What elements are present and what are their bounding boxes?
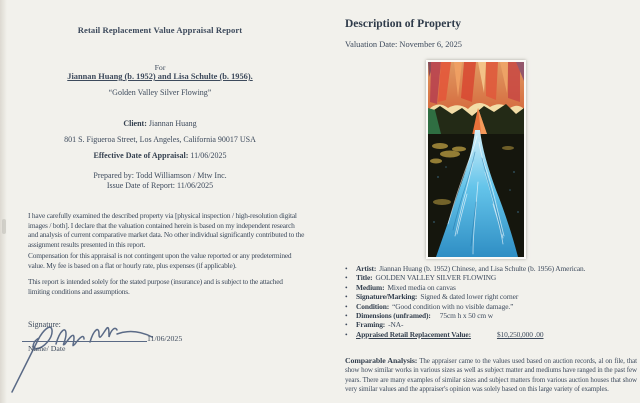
report-title: Retail Replacement Value Appraisal Report [77,25,243,35]
for-label: For [154,63,166,72]
scan-smudge [2,219,6,234]
bullet-icon: • [345,273,348,283]
comparable-analysis-label: Comparable Analysis: [345,356,418,365]
detail-value: GOLDEN VALLEY SILVER FLOWING [375,273,497,283]
detail-row-title [345,273,635,282]
bullet-icon: • [345,292,348,302]
bullet-icon: • [345,301,348,311]
client-address: 801 S. Figueroa Street, Los Angeles, California 90017 USA [64,135,256,144]
detail-value: Mixed media on canvas [387,282,456,292]
effective-date-line [0,151,320,160]
bullet-icon: • [345,264,348,273]
detail-row-appraised-value [345,330,635,339]
prepared-by-line: Prepared by: Todd Williamson / Mtw Inc. [93,171,227,180]
bullet-icon: • [345,320,348,330]
effective-date-value: 11/06/2025 [190,151,227,160]
client-label: Client: [123,119,147,128]
certification-paragraph: I have carefully examined the described property via [physical inspection / high-resolution digital images / both]. I declare that the valuation contained herein is based on my independent research and analysis of current comparative market data. No other individual significantly contributed to the assignment results presented in this report. [28,211,305,249]
detail-value: Jiannan Huang (b. 1952) Chinese, and Lisa Schulte (b. 1956) American. [379,264,586,273]
detail-label: Appraised Retail Replacement Value: [356,329,471,339]
valuation-date-line: Valuation Date: November 6, 2025 [345,40,462,49]
detail-label: Framing: [356,320,386,330]
detail-label: Condition: [356,301,390,311]
detail-value: 75cm h x 50 cm w [439,311,494,321]
detail-row-medium [345,283,635,292]
detail-label: Medium: [356,282,385,292]
owners-line: Jiannan Huang (b. 1952) and Lisa Schulte (b. 1956). [67,72,253,81]
detail-value: Signed & dated lower right corner [420,292,519,302]
handwritten-signature [6,320,181,398]
bullet-icon: • [345,329,348,339]
signature-label: Signature: [28,320,61,329]
client-line [0,119,320,128]
issue-date-line: Issue Date of Report: 11/06/2025 [106,181,214,190]
comparable-analysis-text: The appraiser came to the values used based on auction records, al on file, that show how similar works in various sizes as well as subject matter and mediums have ranged in the past few years. There are many examples of similar sizes and subject matters from various auction houses that show very similar values and the appraiser's opinion was solely based on this large variety of examples. [345,357,637,394]
detail-row-framing [345,320,635,329]
detail-label: Title: [356,273,373,283]
artwork-image [426,60,526,259]
detail-label: Artist: [356,264,377,273]
client-name: Jiannan Huang [148,119,197,128]
name-date-label: Name/ Date [28,344,66,353]
property-details-list [345,264,635,339]
detail-value: “Good condition with no visible damage.” [392,301,514,311]
detail-label: Signature/Marking: [356,292,418,302]
purpose-paragraph: This report is intended solely for the stated purpose (insurance) and is subject to the attached limiting conditions and assumptions. [28,277,283,296]
effective-date-label: Effective Date of Appraisal: [93,151,189,160]
artwork-painting [428,62,524,257]
bullet-icon: • [345,311,348,321]
signature-date: 11/06/2025 [147,334,183,343]
detail-row-artist [345,264,635,273]
detail-row-signature-marking [345,292,635,301]
comparable-analysis-paragraph [345,356,637,395]
bullet-icon: • [345,282,348,292]
detail-row-condition [345,302,635,311]
detail-label: Dimensions (unframed): [356,311,431,321]
description-heading: Description of Property [345,18,462,30]
appraised-value: $10,250,000 .00 [496,329,544,339]
detail-value: -NA- [388,320,404,330]
detail-row-dimensions [345,311,635,320]
compensation-paragraph: Compensation for this appraisal is not contingent upon the value reported or any predetermined value. My fee is based on a flat or hourly rate, plus expenses (if applicable). [28,251,292,270]
artwork-title-quote: “Golden Valley Silver Flowing” [108,88,212,97]
